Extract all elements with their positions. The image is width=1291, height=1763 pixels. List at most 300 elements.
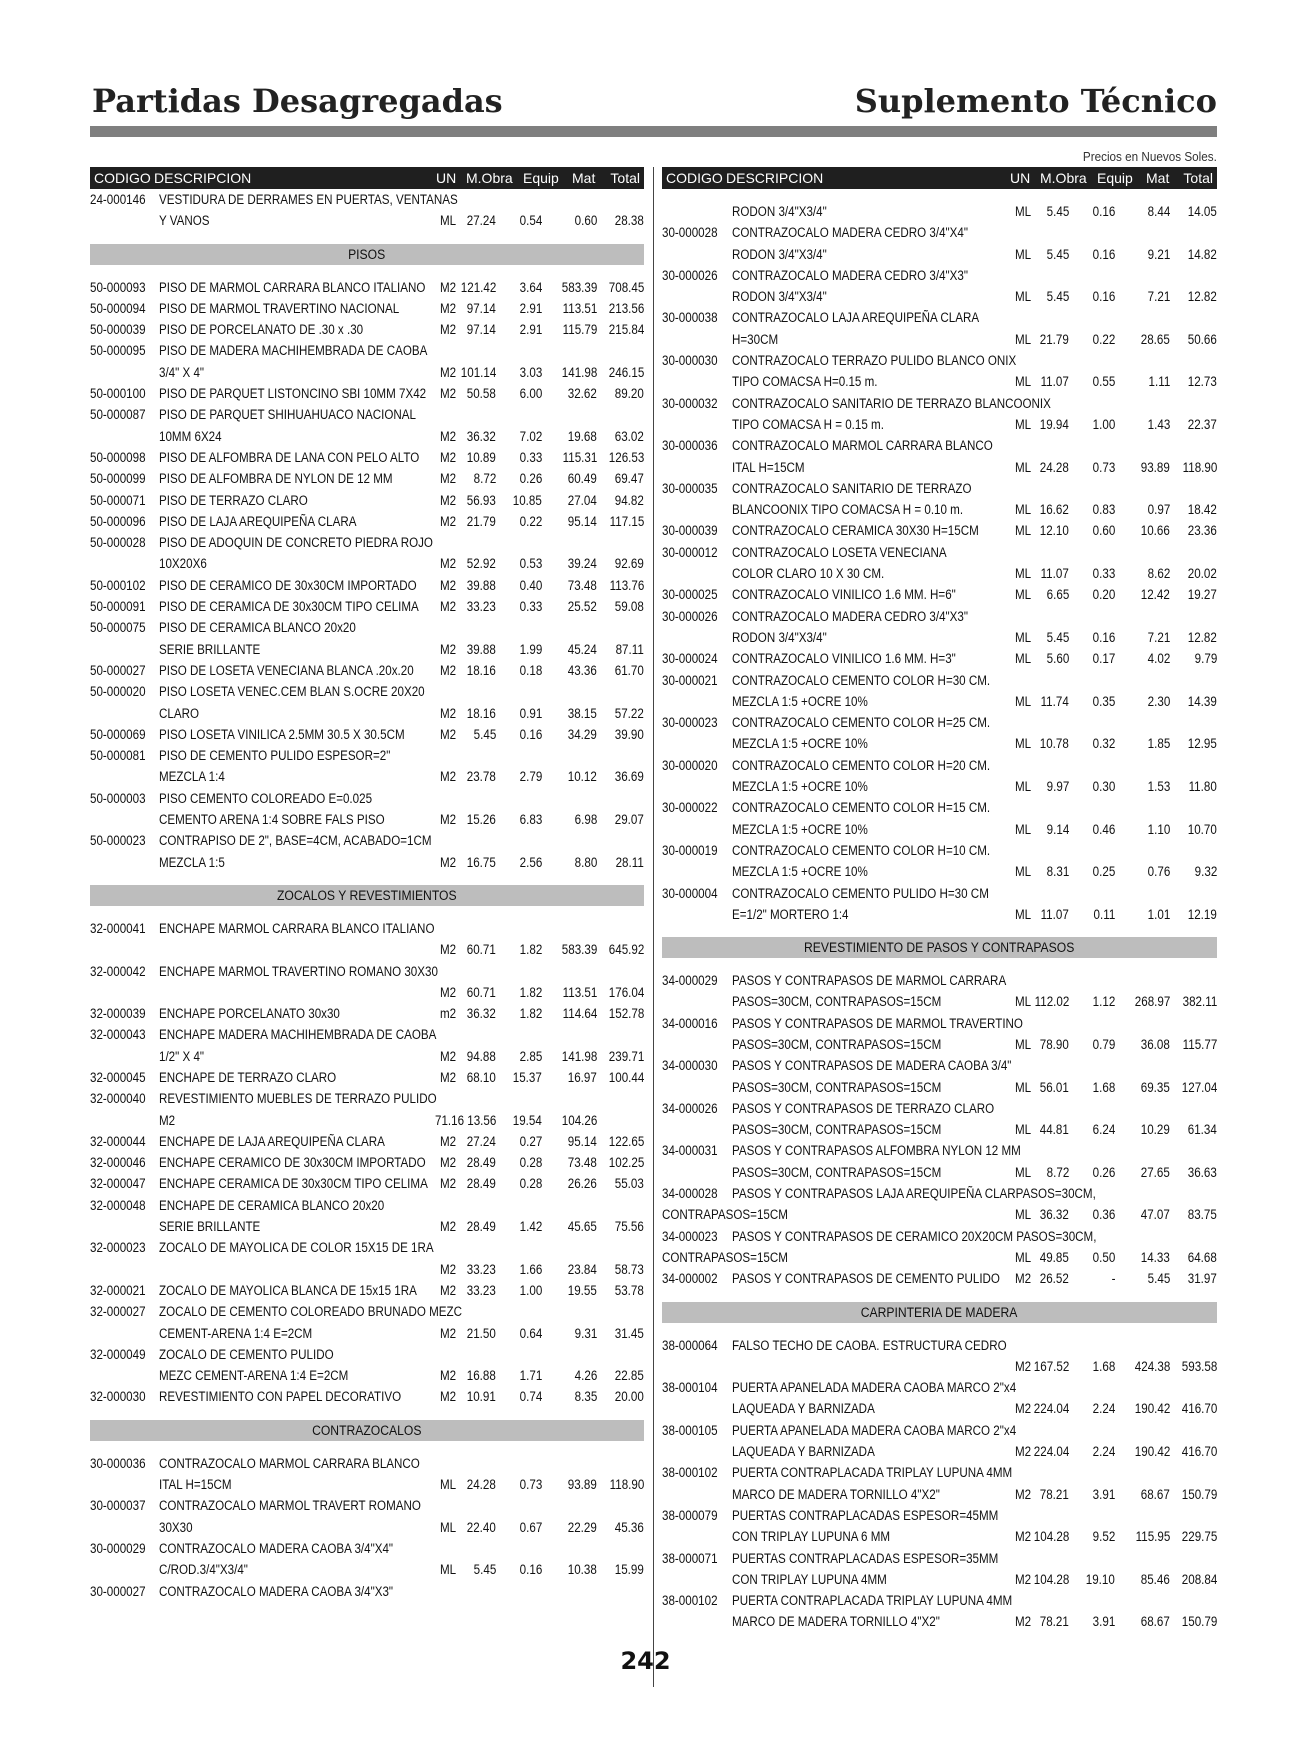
- item-unit-text: M2: [440, 1048, 457, 1064]
- item-code-text: 50-000095: [90, 343, 146, 359]
- item-code: [662, 886, 727, 901]
- item-total-cost-text: 23.36: [1187, 523, 1217, 539]
- item-material-cost: [1136, 1250, 1170, 1265]
- table-row: [662, 733, 1217, 754]
- item-total-cost-text: 113.76: [609, 577, 644, 593]
- item-material-cost-text: 14.33: [1140, 1249, 1170, 1265]
- item-code-text: 50-000020: [90, 684, 146, 700]
- item-material-cost: [563, 578, 597, 593]
- item-code-text: 50-000075: [90, 620, 146, 636]
- item-description: [732, 651, 992, 666]
- item-labor-cost-text: 8.72: [1046, 1164, 1069, 1180]
- item-description-text: PUERTA CONTRAPLACADA TRIPLAY LUPUNA 4MM: [732, 1465, 1013, 1481]
- item-unit: [1015, 1487, 1034, 1502]
- item-description: [732, 289, 842, 304]
- item-description: [159, 599, 461, 614]
- item-labor-cost-text: 104.28: [1033, 1529, 1069, 1545]
- item-labor-cost-text: 36.32: [1039, 1207, 1069, 1223]
- item-description-text: PASOS Y CONTRAPASOS LAJA AREQUIPEÑA CLARPASOS=30CM,: [732, 1186, 1096, 1202]
- item-labor-cost: [462, 663, 496, 678]
- item-code-text: 32-000041: [90, 920, 146, 936]
- table-row: [90, 660, 644, 681]
- item-equipment-cost: [516, 213, 542, 228]
- table-row: [90, 1301, 644, 1322]
- item-labor-cost-text: 9.14: [1046, 821, 1069, 837]
- item-total-cost: [1176, 1080, 1217, 1095]
- item-equipment-cost: [516, 514, 542, 529]
- item-equipment-cost: [508, 1113, 542, 1128]
- item-equipment-cost: [516, 812, 542, 827]
- item-description: [159, 1176, 472, 1191]
- item-material-cost: [1136, 587, 1170, 602]
- item-material-cost: [1144, 630, 1170, 645]
- item-unit: [440, 663, 459, 678]
- item-material-cost-text: 115.31: [562, 449, 597, 465]
- table-row: [662, 1013, 1217, 1034]
- item-description: [732, 1487, 974, 1502]
- item-labor-cost-text: 68.10: [466, 1069, 496, 1085]
- item-description: [159, 1584, 431, 1599]
- table-row: [662, 883, 1217, 904]
- item-total-cost-text: 9.79: [1194, 651, 1217, 667]
- item-total-cost-text: 12.82: [1187, 289, 1217, 305]
- item-description: [159, 192, 506, 207]
- table-row: [662, 1140, 1217, 1161]
- item-total-cost: [1177, 1037, 1217, 1052]
- item-description-text: 10X20X6: [159, 556, 207, 572]
- item-material-cost-text: 23.84: [567, 1261, 597, 1277]
- item-total-cost-text: 58.73: [614, 1261, 644, 1277]
- table-row: [90, 298, 644, 319]
- item-labor-cost-text: 52.92: [466, 556, 496, 572]
- item-code: [90, 620, 155, 635]
- item-material-cost: [1136, 1487, 1170, 1502]
- item-material-cost-text: 1.10: [1147, 821, 1170, 837]
- item-code: [662, 1593, 727, 1608]
- table-row: [90, 1173, 644, 1194]
- item-unit-text: ML: [440, 1477, 457, 1493]
- item-description-text: CONTRAZOCALO MADERA CAOBA 3/4"X3": [159, 1583, 394, 1599]
- item-equipment-cost-text: 0.26: [1092, 1164, 1115, 1180]
- item-description: [159, 407, 458, 422]
- item-labor-cost-text: 104.28: [1033, 1571, 1069, 1587]
- item-labor-cost-text: 21.79: [466, 513, 496, 529]
- item-labor-cost: [470, 1562, 496, 1577]
- item-material-cost: [1136, 460, 1170, 475]
- table-row: [662, 307, 1217, 328]
- item-unit: [440, 1134, 459, 1149]
- item-material-cost: [1136, 523, 1170, 538]
- item-equipment-cost: [516, 429, 542, 444]
- item-total-cost-text: 64.68: [1187, 1249, 1217, 1265]
- item-equipment-cost-text: 0.30: [1092, 779, 1115, 795]
- item-unit-text: ML: [1015, 331, 1032, 347]
- item-total-cost: [603, 365, 644, 380]
- item-description-text: CONTRAZOCALO MADERA CEDRO 3/4"X3": [732, 608, 968, 624]
- item-unit: [1015, 332, 1034, 347]
- item-unit-text: M2: [1015, 1444, 1032, 1460]
- item-description: [159, 280, 469, 295]
- item-code-text: 32-000042: [90, 963, 146, 979]
- item-total-cost: [610, 1520, 644, 1535]
- item-equipment-cost-text: 0.67: [519, 1519, 542, 1535]
- item-code-text: 50-000028: [90, 535, 146, 551]
- table-row: [90, 1152, 644, 1173]
- item-code-text: 34-000026: [662, 1100, 718, 1116]
- item-labor-cost: [470, 727, 496, 742]
- item-total-cost: [610, 663, 644, 678]
- item-labor-cost: [462, 1070, 496, 1085]
- item-labor-cost-text: 97.14: [466, 300, 496, 316]
- item-material-cost-text: 8.62: [1147, 566, 1170, 582]
- item-unit-text: ML: [1015, 864, 1032, 880]
- item-labor-cost-text: 33.23: [466, 599, 496, 615]
- item-material-cost-text: 424.38: [1134, 1358, 1170, 1374]
- table-row: [90, 340, 644, 361]
- item-unit-text: ML: [1015, 1249, 1032, 1265]
- item-description-text: PASOS=30CM, CONTRAPASOS=15CM: [732, 994, 942, 1010]
- item-total-cost-text: 28.38: [614, 213, 644, 229]
- item-total-cost: [1183, 907, 1217, 922]
- item-material-cost-text: 28.65: [1140, 331, 1170, 347]
- item-equipment-cost: [516, 471, 542, 486]
- item-equipment-cost-text: 0.16: [519, 726, 542, 742]
- item-description: [159, 1283, 459, 1298]
- item-total-cost-text: 20.00: [614, 1389, 644, 1405]
- item-labor-cost-text: 24.28: [1039, 459, 1069, 475]
- table-row: [90, 1538, 644, 1559]
- table-row: [90, 788, 644, 809]
- item-total-cost: [610, 493, 644, 508]
- item-code: [90, 1456, 155, 1471]
- item-total-cost-text: 708.45: [608, 279, 644, 295]
- item-equipment-cost: [516, 1520, 542, 1535]
- item-description: [159, 301, 438, 316]
- item-labor-cost-text: 11.74: [1040, 693, 1069, 709]
- item-total-cost-text: 12.82: [1187, 629, 1217, 645]
- item-description-text: PISO DE MARMOL TRAVERTINO NACIONAL: [159, 300, 400, 316]
- table-row: [662, 1548, 1217, 1569]
- item-unit-text: M2: [440, 492, 457, 508]
- table-row: [90, 447, 644, 468]
- item-material-cost-text: 7.21: [1147, 629, 1170, 645]
- item-total-cost: [1183, 822, 1217, 837]
- item-code: [662, 1551, 727, 1566]
- item-code-text: 50-000091: [90, 599, 146, 615]
- item-total-cost-text: 126.53: [608, 449, 644, 465]
- item-description: [732, 502, 1001, 517]
- item-equipment-cost: [516, 322, 542, 337]
- table-row: [662, 435, 1217, 456]
- item-equipment-cost-text: 6.00: [519, 386, 542, 402]
- item-material-cost: [1129, 1444, 1170, 1459]
- item-description-text: PISO DE TERRAZO CLARO: [159, 492, 308, 508]
- item-unit: [440, 1219, 459, 1234]
- item-code: [662, 800, 727, 815]
- item-code-text: 30-000019: [662, 842, 718, 858]
- item-total-cost-text: 127.04: [1181, 1079, 1217, 1095]
- item-material-cost-text: 26.26: [567, 1176, 597, 1192]
- col-un: UN: [436, 170, 457, 186]
- item-labor-cost-text: 78.21: [1039, 1614, 1069, 1630]
- item-equipment-cost-text: 0.73: [1092, 459, 1115, 475]
- item-equipment-cost-text: 0.28: [519, 1155, 542, 1171]
- item-code: [662, 481, 727, 496]
- item-equipment-cost: [1090, 907, 1115, 922]
- item-unit-text: M2: [440, 662, 457, 678]
- item-material-cost-text: 22.29: [567, 1519, 597, 1535]
- table-row: [90, 189, 644, 210]
- item-labor-cost-text: 5.45: [473, 726, 496, 742]
- item-code-text: 30-000021: [662, 672, 718, 688]
- item-description: [732, 864, 890, 879]
- item-unit-text: ML: [1015, 651, 1032, 667]
- table-row: [662, 861, 1217, 882]
- item-code: [90, 407, 155, 422]
- item-equipment-cost-text: 0.17: [1092, 651, 1115, 667]
- item-description-text: PISO DE CERAMICA DE 30x30CM TIPO CELIMA: [159, 599, 419, 615]
- item-labor-cost-text: 78.21: [1039, 1486, 1069, 1502]
- item-code-text: 50-000069: [90, 726, 146, 742]
- supplement-title: Suplemento Técnico: [854, 82, 1217, 120]
- item-equipment-cost: [516, 1283, 542, 1298]
- item-total-cost: [610, 599, 644, 614]
- item-description-text: ZOCALO DE CEMENTO PULIDO: [159, 1346, 334, 1362]
- item-labor-cost: [1043, 1165, 1069, 1180]
- item-total-cost: [610, 706, 644, 721]
- item-code-text: 38-000104: [662, 1380, 718, 1396]
- item-unit: [1015, 1250, 1034, 1265]
- item-unit: [440, 1389, 459, 1404]
- item-equipment-cost: [516, 578, 542, 593]
- item-equipment-cost: [516, 365, 542, 380]
- table-row: [90, 1259, 644, 1280]
- table-row: [662, 1462, 1217, 1483]
- item-unit-text: ML: [1015, 502, 1032, 518]
- item-equipment-cost: [1089, 1444, 1115, 1459]
- item-description: [732, 1122, 975, 1137]
- item-description-text: MEZCLA 1:5 +OCRE 10%: [732, 693, 868, 709]
- item-total-cost: [1183, 566, 1217, 581]
- item-labor-cost-text: 11.07: [1040, 906, 1069, 922]
- item-equipment-cost-text: 0.73: [519, 1477, 542, 1493]
- item-material-cost: [563, 556, 597, 571]
- item-total-cost: [610, 386, 644, 401]
- item-unit-text: M2: [440, 1155, 457, 1171]
- item-equipment-cost-text: 0.16: [1092, 246, 1115, 262]
- item-description: [732, 460, 816, 475]
- item-description-text: CONTRAZOCALO MADERA CEDRO 3/4"X3": [732, 267, 968, 283]
- table-row: [90, 1216, 644, 1237]
- item-labor-cost: [462, 514, 496, 529]
- table-row: [662, 1398, 1217, 1419]
- item-labor-cost: [462, 1176, 496, 1191]
- item-description-text: ENCHAPE CERAMICA DE 30x30CM TIPO CELIMA: [159, 1176, 428, 1192]
- item-labor-cost-text: 16.88: [466, 1368, 496, 1384]
- item-code: [90, 471, 155, 486]
- row-spacer: [90, 265, 644, 277]
- item-total-cost-text: 100.44: [608, 1069, 644, 1085]
- item-labor-cost: [462, 450, 496, 465]
- item-description-text: PISO LOSETA VENEC.CEM BLAN S.OCRE 20X20: [159, 684, 425, 700]
- item-code-text: 30-000025: [662, 587, 718, 603]
- item-total-cost-text: 9.32: [1194, 864, 1217, 880]
- item-total-cost: [1183, 694, 1217, 709]
- table-row: [90, 639, 644, 660]
- item-material-cost-text: 583.39: [561, 942, 597, 958]
- item-description: [159, 213, 218, 228]
- item-unit: [440, 1283, 459, 1298]
- item-material-cost-text: 34.29: [567, 726, 597, 742]
- table-row: [662, 499, 1217, 520]
- item-description-text: PISO DE ADOQUIN DE CONCRETO PIEDRA ROJO: [159, 535, 433, 551]
- item-material-cost: [1136, 1614, 1170, 1629]
- item-equipment-cost-text: 1.42: [519, 1219, 542, 1235]
- item-labor-cost-text: 5.45: [1046, 204, 1069, 219]
- item-description: [159, 1006, 369, 1021]
- item-labor-cost-text: 33.23: [466, 1261, 496, 1277]
- item-description: [732, 204, 842, 219]
- table-row: [662, 1377, 1217, 1398]
- row-spacer: [662, 958, 1217, 970]
- item-description-text: 1/2" X 4": [159, 1048, 205, 1064]
- item-equipment-cost-text: 15.37: [512, 1069, 542, 1085]
- table-row: [90, 961, 644, 982]
- item-total-cost-text: 150.79: [1181, 1614, 1217, 1630]
- item-labor-cost-text: 121.42: [460, 279, 496, 295]
- item-code-text: 32-000045: [90, 1069, 146, 1085]
- item-description: [159, 1134, 422, 1149]
- table-row: [90, 1386, 644, 1407]
- item-description-text: PASOS Y CONTRAPASOS DE MARMOL TRAVERTINO: [732, 1015, 1023, 1031]
- table-row: [90, 383, 644, 404]
- item-total-cost-text: 416.70: [1181, 1401, 1217, 1417]
- item-description-text: REVESTIMIENTO MUEBLES DE TERRAZO PULIDO: [159, 1091, 437, 1107]
- item-description: [732, 1380, 1062, 1395]
- item-code-text: 34-000023: [662, 1228, 718, 1244]
- item-code: [662, 268, 727, 283]
- item-material-cost-text: 47.07: [1140, 1207, 1170, 1223]
- prices-note: Precios en Nuevos Soles.: [1083, 149, 1217, 164]
- item-material-cost: [1144, 566, 1170, 581]
- item-total-cost-text: 19.27: [1187, 587, 1217, 603]
- item-code: [90, 1283, 155, 1298]
- item-description-text: MARCO DE MADERA TORNILLO 4"X2": [732, 1614, 940, 1630]
- col-codigo: CODIGO: [94, 170, 151, 186]
- item-unit-text: M2: [1015, 1614, 1032, 1630]
- item-material-cost: [557, 322, 597, 337]
- item-equipment-cost-text: 0.33: [519, 449, 542, 465]
- item-labor-cost: [1035, 1250, 1069, 1265]
- item-unit: [1015, 566, 1034, 581]
- item-description-text: PISO DE PORCELANATO DE .30 x .30: [159, 322, 364, 338]
- item-description-text: PASOS Y CONTRAPASOS ALFOMBRA NYLON 12 MM: [732, 1143, 1021, 1159]
- table-row: [90, 319, 644, 340]
- item-unit-text: ML: [1015, 1164, 1032, 1180]
- item-description-text: PISO DE CERAMICA BLANCO 20x20: [159, 620, 356, 636]
- item-labor-cost-text: 5.45: [1046, 246, 1069, 262]
- item-total-cost: [603, 1134, 644, 1149]
- table-row: [90, 1365, 644, 1386]
- item-equipment-cost-text: 1.71: [519, 1368, 542, 1384]
- item-code-text: 50-000087: [90, 407, 146, 423]
- item-unit-text: ML: [440, 213, 457, 229]
- item-equipment-cost-text: 0.20: [1092, 587, 1115, 603]
- item-equipment-cost-text: 0.16: [1092, 204, 1115, 219]
- item-total-cost-text: 11.80: [1188, 779, 1217, 795]
- item-description: [159, 620, 388, 635]
- col-total: Total: [1183, 170, 1213, 186]
- item-description-text: M2: [159, 1112, 176, 1128]
- item-material-cost: [563, 642, 597, 657]
- item-labor-cost: [1035, 1080, 1069, 1095]
- item-material-cost: [556, 365, 597, 380]
- item-labor-cost: [462, 578, 496, 593]
- item-description: [732, 417, 909, 432]
- item-material-cost: [1144, 907, 1170, 922]
- item-description: [159, 1326, 337, 1341]
- item-labor-cost-text: 36.32: [466, 428, 496, 444]
- item-unit: [1015, 204, 1034, 219]
- item-total-cost: [603, 985, 644, 1000]
- item-code-text: 38-000102: [662, 1465, 718, 1481]
- item-code: [662, 353, 727, 368]
- item-material-cost-text: 73.48: [567, 577, 597, 593]
- item-equipment-cost: [1089, 651, 1115, 666]
- item-material-cost-text: 25.52: [567, 599, 597, 615]
- item-description-text: PISO DE MARMOL CARRARA BLANCO ITALIANO: [159, 279, 426, 295]
- item-total-cost: [1191, 864, 1217, 879]
- item-description-text: MEZCLA 1:5 +OCRE 10%: [732, 736, 868, 752]
- item-total-cost-text: 14.05: [1187, 204, 1217, 219]
- item-material-cost: [563, 769, 597, 784]
- item-labor-cost-text: 22.40: [466, 1519, 496, 1535]
- item-equipment-cost-text: 0.16: [1092, 629, 1115, 645]
- table-row: [662, 904, 1217, 925]
- item-equipment-cost-text: 0.25: [1092, 864, 1115, 880]
- item-description-text: MEZCLA 1:5 +OCRE 10%: [732, 821, 868, 837]
- item-equipment-cost: [516, 855, 542, 870]
- row-spacer: [662, 1323, 1217, 1335]
- table-row: [662, 1420, 1217, 1441]
- item-total-cost: [1183, 1250, 1217, 1265]
- item-code: [90, 322, 155, 337]
- item-unit-text: ML: [1015, 693, 1032, 709]
- item-labor-cost: [462, 1219, 496, 1234]
- item-material-cost-text: 93.89: [567, 1477, 597, 1493]
- item-labor-cost: [462, 493, 496, 508]
- item-description: [732, 673, 1032, 688]
- table-row: [662, 414, 1217, 435]
- item-material-cost-text: 8.80: [574, 854, 597, 870]
- item-unit-text: ML: [1015, 204, 1032, 219]
- table-row: [662, 1226, 1217, 1247]
- item-labor-cost-text: 27.24: [466, 213, 496, 229]
- item-code: [662, 1186, 727, 1201]
- row-spacer: [90, 232, 644, 244]
- item-description: [732, 715, 1032, 730]
- item-description-text: CONTRAZOCALO CEMENTO COLOR H=20 CM.: [732, 757, 991, 773]
- item-total-cost-text: 36.63: [1187, 1164, 1217, 1180]
- item-material-cost-text: 19.55: [567, 1282, 597, 1298]
- item-description: [159, 1368, 379, 1383]
- item-equipment-cost-text: 0.79: [1092, 1036, 1115, 1052]
- item-labor-cost: [462, 301, 496, 316]
- item-material-cost-text: 104.26: [561, 1112, 597, 1128]
- item-description: [732, 1551, 1042, 1566]
- item-unit: [440, 855, 459, 870]
- item-labor-cost: [425, 1113, 496, 1128]
